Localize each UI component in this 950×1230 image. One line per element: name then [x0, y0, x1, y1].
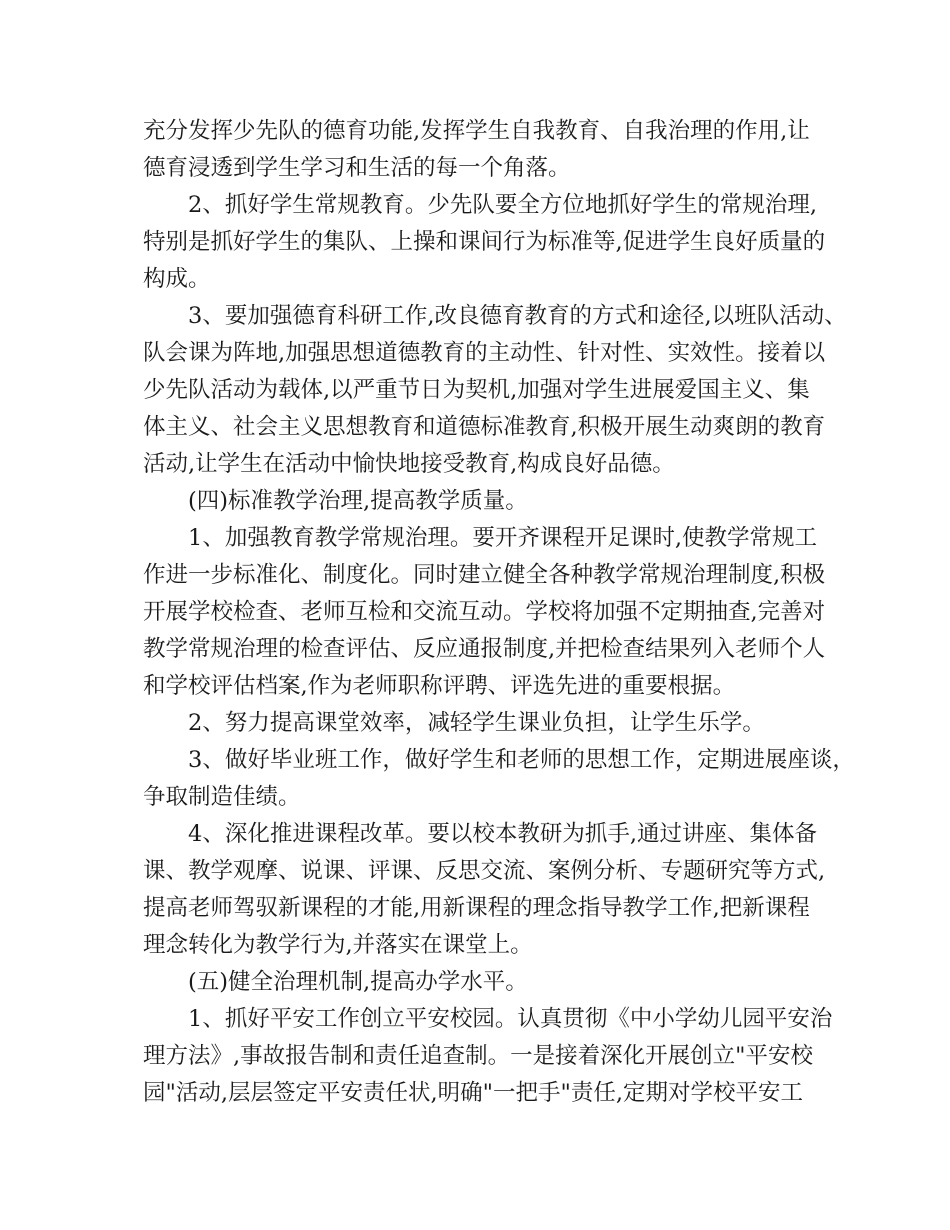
text-line: 2、抓好学生常规教育。少先队要全方位地抓好学生的常规治理,	[188, 192, 817, 218]
text-line: 1、加强教育教学常规治理。要开齐课程开足课时,使教学常规工	[188, 525, 817, 551]
text-line: 3、要加强德育科研工作,改良德育教育的方式和途径,以班队活动、	[188, 303, 847, 329]
text-line: 少先队活动为载体,以严重节日为契机,加强对学生进展爱国主义、集	[143, 377, 810, 403]
text-line: (四)标准教学治理,提高教学质量。	[188, 488, 528, 514]
text-line: 活动,让学生在活动中愉快地接受教育,构成良好品德。	[143, 451, 675, 477]
text-line: 教学常规治理的检查评估、反应通报制度,并把检查结果列入老师个人	[143, 636, 826, 662]
text-line: 3、做好毕业班工作，做好学生和老师的思想工作，定期进展座谈，	[188, 747, 855, 773]
text-line: (五)健全治理机制,提高办学水平。	[188, 969, 528, 995]
text-line: 1、抓好平安工作创立平安校园。认真贯彻《中小学幼儿园平安治	[188, 1006, 833, 1032]
text-line: 4、深化推进课程改革。要以校本教研为抓手,通过讲座、集体备	[188, 821, 817, 847]
text-line: 课、教学观摩、说课、评课、反思交流、案例分析、专题研究等方式,	[143, 858, 826, 884]
text-line: 园"活动,层层签定平安责任状,明确"一把手"责任,定期对学校平安工	[143, 1080, 804, 1106]
text-line: 提高老师驾驭新课程的才能,用新课程的理念指导教学工作,把新课程	[143, 895, 810, 921]
text-line: 2、努力提高课堂效率，减轻学生课业负担，让学生乐学。	[188, 710, 765, 736]
text-line: 开展学校检查、老师互检和交流互动。学校将加强不定期抽查,完善对	[143, 599, 826, 625]
text-line: 德育浸透到学生学习和生活的每一个角落。	[143, 155, 571, 181]
text-line: 队会课为阵地,加强思想道德教育的主动性、针对性、实效性。接着以	[143, 340, 826, 366]
text-line: 理念转化为教学行为,并落实在课堂上。	[143, 932, 533, 958]
text-line: 理方法》,事故报告制和责任追查制。一是接着深化开展创立"平安校	[143, 1043, 814, 1069]
text-line: 构成。	[143, 266, 211, 292]
text-line: 和学校评估档案,作为老师职称评聘、评选先进的重要根据。	[143, 673, 736, 699]
text-line: 特别是抓好学生的集队、上操和课间行为标准等,促进学生良好质量的	[143, 229, 826, 255]
text-line: 作进一步标准化、制度化。同时建立健全各种教学常规治理制度,积极	[143, 562, 826, 588]
text-line: 充分发挥少先队的德育功能,发挥学生自我教育、自我治理的作用,让	[143, 118, 810, 144]
text-line: 体主义、社会主义思想教育和道德标准教育,积极开展生动爽朗的教育	[143, 414, 826, 440]
document-body	[143, 113, 855, 1112]
text-line: 争取制造佳绩。	[143, 784, 301, 810]
